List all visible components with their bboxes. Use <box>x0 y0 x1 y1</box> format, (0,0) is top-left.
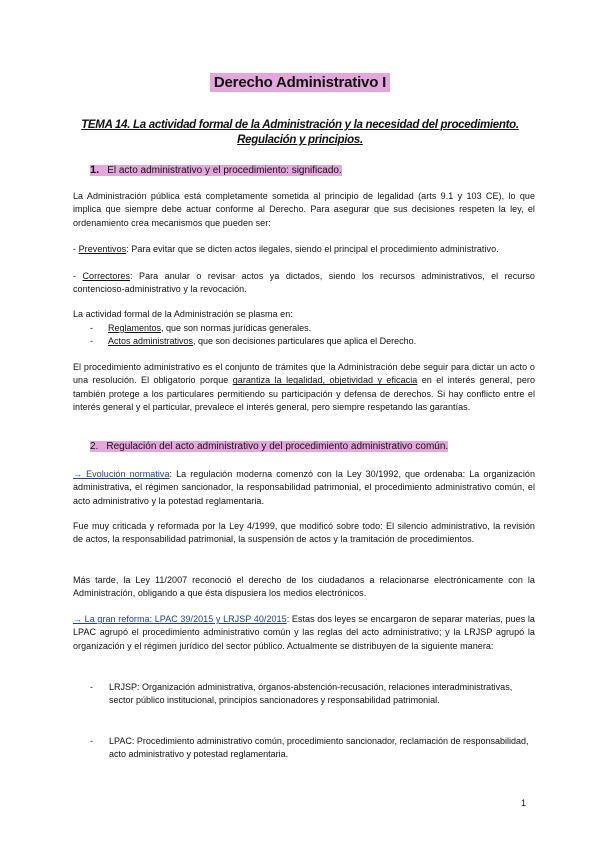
preventivos-prefix: - <box>73 244 79 254</box>
section-1-heading <box>90 163 342 178</box>
section-2-heading <box>90 440 448 454</box>
correctores-term: Correctores <box>82 271 131 281</box>
lrjsp-text: LRJSP: Organización administrativa, órganos-abstención-recusación, relaciones interadministrativas, sector público institucional, principios sancionadores y responsabilidad patrimonial. <box>109 682 513 706</box>
actos-term: Actos administrativos <box>108 336 194 346</box>
proc-text-b: en el interés general, pero también protege a los particulares permitiendo su participación y defensa de derechos. Si hay conflicto entre el interés general y el particular, prevalece el interés general, pero siempre respetando las garantías. <box>73 375 535 413</box>
reglamentos-term: Reglamentos <box>108 323 162 333</box>
correctores-prefix: - <box>73 271 83 281</box>
paragraph-critica: Fue muy criticada y reformada por la Ley 4/1999, que modificó sobre todo: El silencio administrativo, la revisión de actos, la responsabilidad patrimonial, la suspensión de actos y la tramitación de procedimientos. <box>73 521 535 545</box>
paragraph-procedimiento <box>73 361 535 415</box>
paragraph-mas-tarde: Más tarde, la Ley 11/2007 reconoció el derecho de los ciudadanos a relacionarse electrónicamente con la Administración, obligando a que ésta dispusiera los medios electrónicos. <box>73 575 535 599</box>
list-dash: - <box>90 323 93 333</box>
evolucion-text: : La regulación moderna comenzó con la Ley 30/1992, que ordenaba: La organización administrativa, el régimen sancionador, la responsabilidad patrimonial, el procedimiento administrativo común, el acto administrativo y la potestad reglamentaria. <box>73 469 536 506</box>
list-item-lrjsp <box>90 681 535 708</box>
list-item-lpac <box>90 735 535 762</box>
section-2-highlight <box>90 441 448 452</box>
correctores-text: : Para anular o revisar actos ya dictados, siendo los recursos administrativos, el recurso contencioso-administrativo y la revocación. <box>73 271 535 295</box>
reforma-link[interactable]: → La gran reforma: LPAC 39/2015 y LRJSP 40/2015 <box>73 614 287 624</box>
tema-heading: TEMA 14. La actividad formal de la Administración y la necesidad del procedimiento. Regulación y principios. <box>81 119 519 146</box>
list-item-actos <box>90 335 416 348</box>
list-dash: - <box>90 736 93 746</box>
preventivos-term: Preventivos <box>78 244 127 254</box>
paragraph-preventivos <box>73 243 535 256</box>
section-1-label: El acto administrativo y el procedimiento: significado. <box>107 165 342 176</box>
reglamentos-text: , que son normas jurídicas generales. <box>161 323 312 333</box>
paragraph-evolucion <box>73 468 535 508</box>
proc-underlined: garantiza la legalidad, objetividad y eficacia <box>232 375 418 386</box>
list-dash: - <box>90 336 93 346</box>
paragraph-actividad-formal: La actividad formal de la Administración se plasma en: <box>73 309 293 319</box>
document-title: Derecho Administrativo I <box>210 73 390 92</box>
section-2-label: Regulación del acto administrativo y del procedimiento administrativo común. <box>106 441 449 452</box>
section-2-number: 2. <box>90 441 99 452</box>
preventivos-text: : Para evitar que se dicten actos ilegales, siendo el principal el procedimiento administrativo. <box>126 244 499 254</box>
list-item-reglamentos <box>90 322 311 335</box>
proc-text-a: El procedimiento administrativo es el conjunto de trámites que la Administración debe seguir para dictar un acto o una resolución. El obligatorio porque <box>73 362 535 386</box>
lpac-text: LPAC: Procedimiento administrativo común, procedimiento sancionador, reclamación de responsabilidad, acto administrativo y potestad reglamentaria. <box>109 736 529 760</box>
list-dash: - <box>90 682 93 692</box>
page-number: 1 <box>521 798 527 808</box>
paragraph-legalidad: La Administración pública está completamente sometida al principio de legalidad (arts 9.1 y 103 CE), lo que implica que siempre debe actuar conforme al Derecho. Para asegurar que sus decisiones respeten la ley, el ordenamiento crea mecanismos que pueden ser: <box>73 191 535 228</box>
section-1-highlight <box>90 165 342 176</box>
actos-text: , que son decisiones particulares que aplica el Derecho. <box>193 336 417 346</box>
evolucion-link[interactable]: → Evolución normativa <box>73 469 170 479</box>
section-1-number: 1. <box>90 164 100 176</box>
paragraph-correctores <box>73 270 535 297</box>
title-wrapper <box>0 73 600 92</box>
paragraph-reforma <box>73 613 535 653</box>
reforma-text: : Estas dos leyes se encargaron de separar materias, pues la LPAC agrupó el procedimiento administrativo común y las reglas del acto administrativo; y la LRJSP agrupó la organización y el régimen jurídico del sector público. Actualmente se distribuyen de la siguiente manera: <box>73 614 535 651</box>
